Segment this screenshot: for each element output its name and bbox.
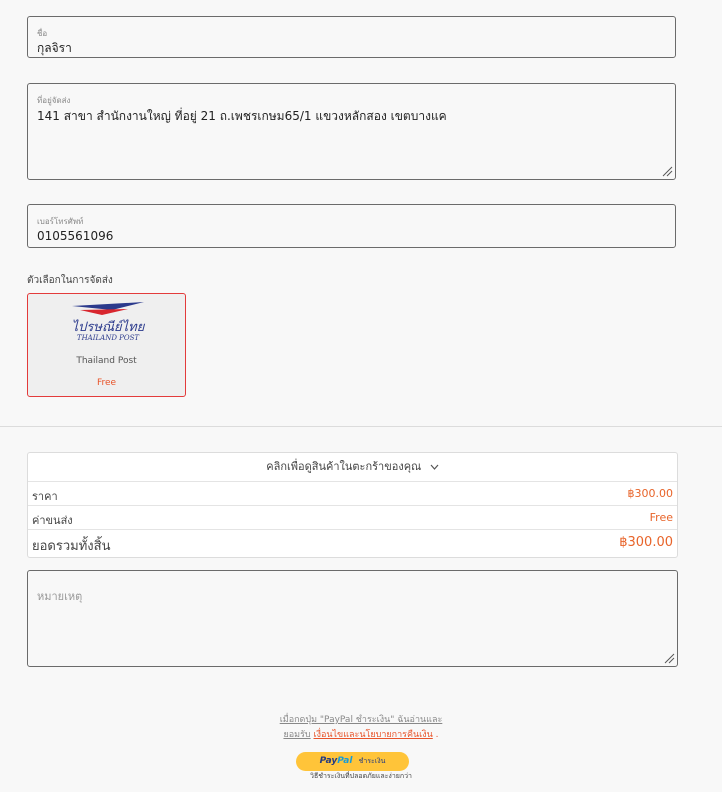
price-row <box>28 482 677 506</box>
refund-policy-link[interactable]: เงื่อนไขและนโยบายการคืนเงิน <box>313 730 433 740</box>
shipping-section-label: ตัวเลือกในการจัดส่ง <box>27 275 113 286</box>
logo-text-en: THAILAND POST <box>76 334 140 342</box>
consent-suffix: . <box>435 730 439 740</box>
shipping-option-price: Free <box>96 378 117 388</box>
name-value[interactable]: กุลจิรา <box>37 41 72 55</box>
phone-field[interactable] <box>27 204 676 248</box>
consent-line-1 <box>0 712 722 726</box>
consent-text-1: เมื่อกดปุ่ม "PayPal ชำระเงิน" ฉันอ่านและ <box>279 715 443 725</box>
consent-text-2: ยอมรับ <box>283 730 311 740</box>
address-value[interactable]: 141 สาขา สำนักงานใหญ่ ที่อยู่ 21 ถ.เพชรเกษม65/1 แขวงหลักสอง เขตบางแค <box>37 109 447 123</box>
shipping-fee-label: ค่าขนส่ง <box>32 514 73 527</box>
chevron-down-icon <box>430 464 439 470</box>
shipping-option-thailand-post[interactable] <box>27 293 186 397</box>
cart-toggle[interactable] <box>28 453 677 482</box>
phone-value[interactable]: 0105561096 <box>37 229 114 243</box>
section-divider <box>0 426 722 427</box>
cart-toggle-label: คลิกเพื่อดูสินค้าในตะกร้าของคุณ <box>266 460 422 473</box>
consent-line-2 <box>0 727 722 741</box>
paypal-brand-2: Pal <box>337 756 353 766</box>
total-label: ยอดรวมทั้งสิ้น <box>32 539 111 554</box>
price-label: ราคา <box>32 490 58 503</box>
paypal-action-label: ชำระเงิน <box>358 757 386 765</box>
name-field[interactable] <box>27 16 676 58</box>
logo-text-th: ไปรษณีย์ไทย <box>71 320 145 335</box>
total-row <box>28 530 677 557</box>
price-value: ฿300.00 <box>627 487 673 500</box>
phone-label: เบอร์โทรศัพท์ <box>37 217 84 226</box>
paypal-checkout-button[interactable] <box>296 752 409 771</box>
thailand-post-logo-icon <box>68 300 148 344</box>
note-textarea[interactable] <box>27 570 678 667</box>
order-summary <box>27 452 678 558</box>
paypal-subtext: วิธีชำระเงินที่ปลอดภัยและง่ายกว่า <box>310 772 412 780</box>
shipping-option-name: Thailand Post <box>76 356 137 366</box>
shipping-fee-value: Free <box>649 511 673 524</box>
shipping-fee-row <box>28 506 677 530</box>
paypal-brand-1: Pay <box>319 756 338 766</box>
address-textarea[interactable] <box>27 83 676 180</box>
total-value: ฿300.00 <box>619 535 673 550</box>
name-label: ชื่อ <box>37 29 48 38</box>
resize-handle-icon[interactable] <box>662 166 673 177</box>
address-label: ที่อยู่จัดส่ง <box>37 96 71 105</box>
note-placeholder: หมายเหตุ <box>37 590 83 603</box>
resize-handle-icon[interactable] <box>664 653 675 664</box>
